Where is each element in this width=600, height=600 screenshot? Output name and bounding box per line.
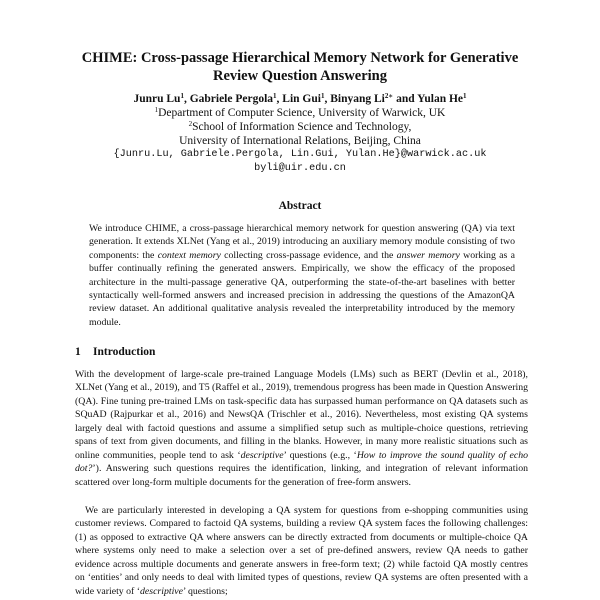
section-heading-introduction — [75, 346, 155, 358]
aff2-text: School of Information Science and Technology, — [192, 121, 412, 133]
abstract-heading: Abstract — [278, 200, 322, 212]
title-prefix: C — [81, 50, 93, 66]
affiliation-2b: University of International Relations, Beijing, China — [179, 135, 421, 147]
aff1-sup: 1 — [154, 106, 159, 114]
abstract-body — [89, 222, 515, 329]
author-and: and — [396, 93, 415, 105]
intro-paragraph-1 — [75, 368, 528, 489]
paper-title — [60, 49, 540, 85]
author-block — [40, 92, 560, 176]
abstract-chime-c: C — [145, 223, 152, 234]
intro-p2a: We are particularly interested in developing a QA system for questions from e-shopping communities using customer reviews. Compared to factoid QA systems, building a review QA system faces the following challenges: (1) as opposed to extractive QA where answers can be directly extracted from documents or multiple-choice QA where systems only need to make a selection over a set of pre-defined answers, review QA needs to gather evidence across multiple documents and generate answers in free-form text; (2) while factoid QA mostly centres on ‘entities’ and only needs to deal with limited types of questions, review QA systems are often presented with a wide variety of ‘ — [75, 505, 528, 597]
intro-echo-example: How to improve the sound quality of echo dot? — [75, 449, 529, 475]
author-names: Junru Lu$^1$, Gabriele Pergola$^1$, Lin Gui$^1$, Binyang $Li^{2∗}$ and Yulan He$^1$ — [133, 92, 467, 105]
affiliation-2 — [40, 120, 560, 134]
aff1-text: Department of Computer Science, University of Warwick, UK — [158, 107, 446, 119]
abstract-t1: We introduce — [89, 223, 146, 234]
abstract-answer-memory: answer memory — [396, 249, 460, 261]
author-1-sup: 1 — [180, 92, 184, 100]
title-chime-smallcaps: HIME — [92, 50, 133, 66]
intro-paragraph-2 — [75, 504, 528, 598]
email-uir: byli@uir.edu.cn — [254, 163, 346, 174]
section-title: Introduction — [93, 346, 156, 358]
intro-p2b: ’ questions; — [183, 585, 228, 597]
intro-p1a: With the development of large-scale pre-trained Language Models (LMs) such as BERT (Devlin et al., 2018), XLNet (Yang et al., 2019), and T5 (Raffel et al., 2019), tremendous progress has been made in Question Answering (QA). Fine tuning pre-trained LMs on task-specific data has surpassed human performance on QA datasets such as SQuAD (Rajpurkar et al., 2016) and NewsQA (Trischler et al., 2016). Nevertheless, most existing QA systems largely deal with factoid questions and assume a simplified setup such as multiple-choice questions, retrieving spans of text from given documents, and filling in the blanks. However, in many more realistic situations such as online communities, people tend to ask ‘ — [75, 369, 529, 461]
title-line1-rest: : Cross-passage Hierarchical Memory Network for Generative — [132, 50, 519, 66]
aff2-sup: 2 — [188, 120, 193, 128]
author-4-sup: 2∗ — [384, 92, 394, 100]
abstract-context-memory: context memory — [157, 249, 221, 261]
intro-descriptive: descriptive — [240, 449, 284, 461]
title-line2: Review Question Answering — [213, 68, 387, 84]
intro-p1c: ’). Answering such questions requires the identification, linking, and integration of relevant information scattered over long-form multiple documents for the generation of free-form answers. — [75, 463, 528, 488]
author-5-sup: 1 — [463, 92, 467, 100]
author-1: Junru Lu — [133, 93, 181, 105]
intro-descriptive-2: descriptive — [140, 585, 183, 597]
author-2: Gabriele Pergola — [189, 93, 274, 105]
abstract-t4: working as a buffer continually refining the generated answers. Empirically, we show the efficacy of the proposed architecture in the multi-passage generative QA, outperforming the state-of-the-art baselines with better syntactically well-formed answers and increased precision in addressing the questions of the AmazonQA review dataset. An additional qualitative analysis revealed the interpretability introduced by the memory module. — [89, 249, 515, 328]
abstract-chime-sc: HIME — [151, 223, 177, 234]
affiliation-1 — [40, 106, 560, 120]
author-4: Binyang Li — [330, 93, 385, 105]
author-5: Yulan He — [417, 93, 464, 105]
email-warwick: {Junru.Lu, Gabriele.Pergola, Lin.Gui, Yulan.He}@warwick.ac.uk — [113, 149, 487, 160]
abstract-t2: , a cross-passage hierarchical memory network for question answering (QA) via text generation. It extends XLNet (Yang et al., 2019) introducing an auxiliary memory module consisting of two components: the — [89, 223, 515, 261]
abstract-t3: collecting cross-passage evidence, and the — [220, 249, 397, 261]
section-number: 1 — [75, 346, 81, 358]
author-3-sup: 1 — [320, 92, 325, 100]
author-3: Lin Gui — [282, 93, 321, 105]
author-2-sup: 1 — [273, 92, 277, 100]
intro-p1b: ’ questions (e.g., ‘ — [283, 449, 357, 461]
